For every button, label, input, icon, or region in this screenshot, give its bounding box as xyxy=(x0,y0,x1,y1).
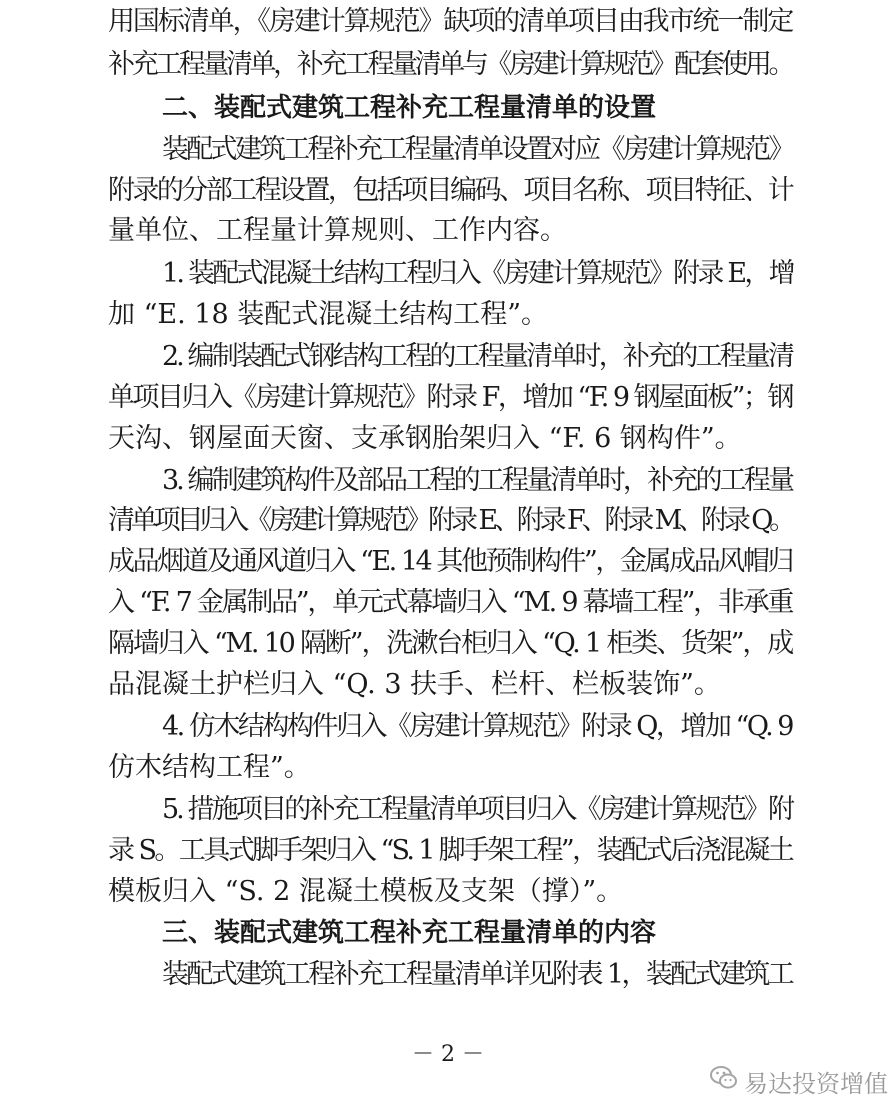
text-line: 成品烟道及通风道归入 “E. 14 其他预制构件”，金属成品风帽归 xyxy=(108,546,792,577)
wechat-icon xyxy=(710,1065,738,1097)
text-line: 模板归入 “S. 2 混凝土模板及支架（撑）”。 xyxy=(108,876,624,907)
text-line: 品混凝土护栏归入 “Q. 3 扶手、栏杆、栏板装饰”。 xyxy=(108,669,721,700)
text-line: 用国标清单，《房建计算规范》缺项的清单项目由我市统一制定 xyxy=(108,6,792,37)
text-line: 2. 编制装配式钢结构工程的工程量清单时，补充的工程量清 xyxy=(162,341,792,372)
text-line: 装配式建筑工程补充工程量清单详见附表 1，装配式建筑工 xyxy=(162,959,792,990)
watermark-text: 易达投资增值 xyxy=(744,1069,888,1098)
section-heading: 三、装配式建筑工程补充工程量清单的内容 xyxy=(162,918,657,948)
text-line: 附录的分部工程设置，包括项目编码、项目名称、项目特征、计 xyxy=(108,175,792,206)
watermark xyxy=(710,1064,888,1098)
text-line: 入 “F. 7 金属制品”，单元式幕墙归入 “M. 9 幕墙工程”，非承重 xyxy=(108,587,793,618)
text-line: 录 S。工具式脚手架归入 “S. 1 脚手架工程”，装配式后浇混凝土 xyxy=(108,835,792,866)
text-line: 装配式建筑工程补充工程量清单设置对应《房建计算规范》 xyxy=(162,134,793,165)
text-line: 天沟、钢屋面天窗、支承钢胎架归入 “F. 6 钢构件”。 xyxy=(108,423,742,454)
text-line: 清单项目归入《房建计算规范》附录 E、附录 F、附录 M、附录 Q。 xyxy=(108,505,792,536)
text-line: 隔墙归入 “M. 10 隔断”，洗漱台柜归入 “Q. 1 柜类、货架”，成 xyxy=(108,628,792,659)
text-line: 3. 编制建筑构件及部品工程的工程量清单时，补充的工程量 xyxy=(162,465,792,496)
text-line: 1. 装配式混凝土结构工程归入《房建计算规范》附录 E，增 xyxy=(162,258,793,289)
text-line: 仿木结构工程”。 xyxy=(108,752,311,783)
text-line: 补充工程量清单，补充工程量清单与《房建计算规范》配套使用。 xyxy=(108,49,792,80)
text-line: 4. 仿木结构构件归入《房建计算规范》附录 Q，增加 “Q. 9 xyxy=(162,711,792,742)
page-number: － 2 － xyxy=(412,1042,484,1067)
text-line: 加 “E. 18 装配式混凝土结构工程”。 xyxy=(108,299,549,330)
text-line: 量单位、工程量计算规则、工作内容。 xyxy=(108,215,567,246)
text-line: 5. 措施项目的补充工程量清单项目归入《房建计算规范》附 xyxy=(162,794,792,825)
section-heading: 二、装配式建筑工程补充工程量清单的设置 xyxy=(162,93,657,123)
text-line: 单项目归入《房建计算规范》附录 F，增加 “F. 9 钢屋面板”；钢 xyxy=(108,382,792,413)
